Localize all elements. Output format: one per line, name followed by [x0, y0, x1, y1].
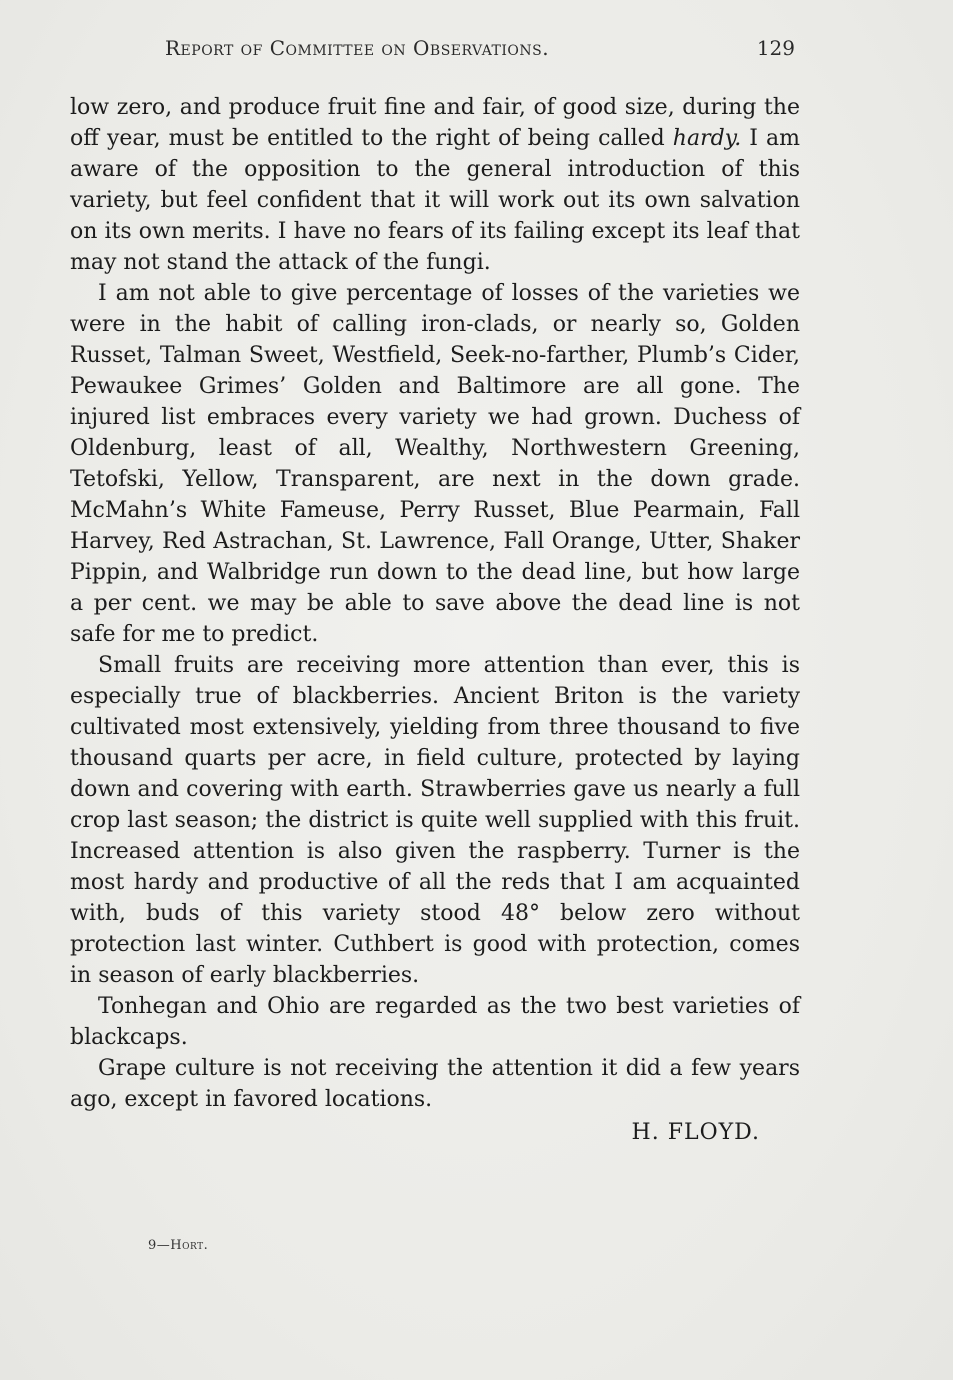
paragraph-5: Grape culture is not receiving the attention it did a few years ago, except in favored locations. [70, 1056, 800, 1112]
paragraph-1-text-b: I am aware of the opposition to the general introduction of this variety, but feel confident that it will work out its own salvation on its own merits. I have no fears of its failing except its leaf that may not stand the attack of the fungi. [70, 126, 801, 275]
running-head [70, 36, 795, 66]
paragraph-1-text-a: low zero, and produce fruit fine and fair, of good size, during the off year, must be entitled to the right of being called [70, 95, 800, 151]
paragraph-3: Small fruits are receiving more attention than ever, this is especially true of blackberries. Ancient Briton is the variety cultivated most extensively, yielding from three thousand to five thousand quarts per acre, in field culture, protected by laying down and covering with earth. Strawberries gave us nearly a full crop last season; the district is quite well supplied with this fruit. Increased attention is also given the raspberry. Turner is the most hardy and productive of all the reds that I am acquainted with, buds of this variety stood 48° below zero without protection last winter. Cuthbert is good with protection, comes in season of early blackberries. [70, 653, 800, 988]
paragraph-1 [70, 92, 800, 278]
paragraph-2: I am not able to give percentage of losses of the varieties we were in the habit of calling iron-clads, or nearly so, Golden Russet, Talman Sweet, Westfield, Seek-no-farther, Plumb’s Cider, Pewaukee Grimes’ Golden and Baltimore are all gone. The injured list embraces every variety we had grown. Duchess of Oldenburg, least of all, Wealthy, Northwestern Greening, Tetofski, Yellow, Transparent, are next in the down grade. McMahn’s White Fameuse, Perry Russet, Blue Pearmain, Fall Harvey, Red Astrachan, St. Lawrence, Fall Orange, Utter, Shaker Pippin, and Walbridge run down to the dead line, but how large a per cent. we may be able to save above the dead line is not safe for me to predict. [70, 281, 800, 647]
paragraph-1-italic: hardy. [672, 126, 742, 151]
signature-mark: 9—Hort. [148, 1238, 209, 1253]
running-head-title: Report of Committee on Observations. [165, 36, 550, 60]
author-signature: H. FLOYD. [631, 1120, 760, 1145]
page-number: 129 [756, 36, 795, 60]
paragraph-4: Tonhegan and Ohio are regarded as the two best varieties of blackcaps. [70, 994, 800, 1050]
body-text [70, 92, 800, 1148]
